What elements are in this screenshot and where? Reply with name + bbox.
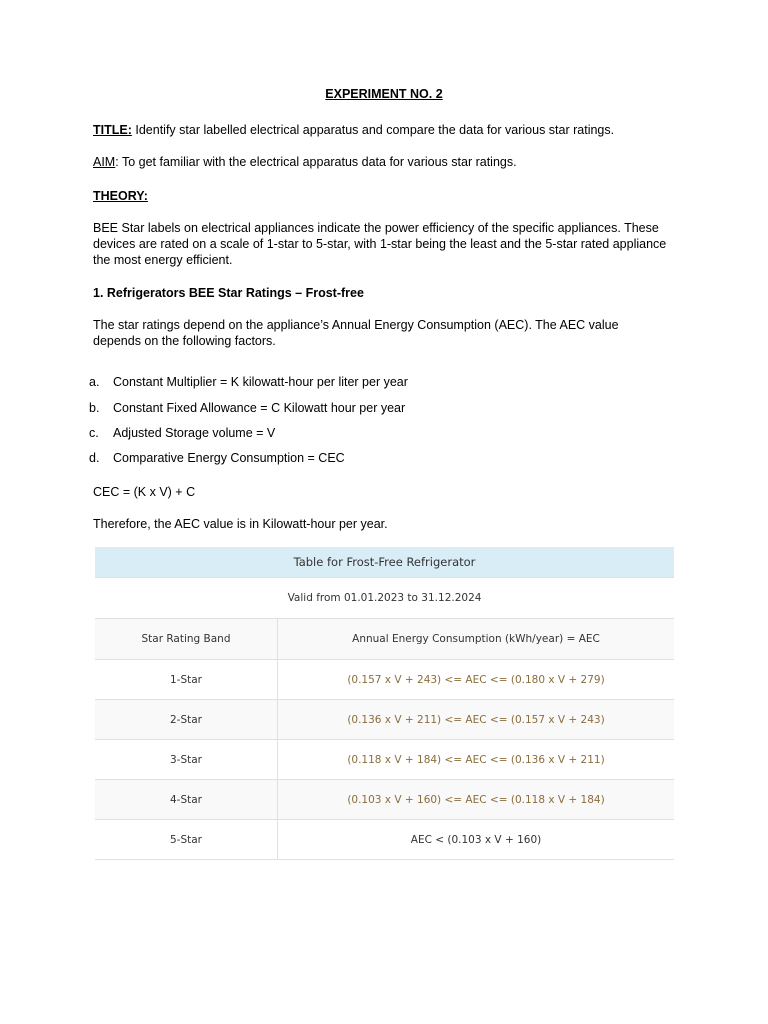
table-row: [95, 740, 674, 780]
aec-cell: (0.136 x V + 211) <= AEC <= (0.157 x V + 243): [278, 700, 675, 740]
section1-paragraph: The star ratings depend on the appliance’s Annual Energy Consumption (AEC). The AEC value depends on the following factors.: [93, 318, 619, 348]
aim-line: [93, 154, 517, 170]
list-item: c. Adjusted Storage volume = V: [89, 426, 276, 440]
band-cell: 4-Star: [95, 780, 278, 820]
list-item: b. Constant Fixed Allowance = C Kilowatt hour per year: [89, 401, 406, 415]
aim-label: AIM: [93, 155, 116, 169]
title-label: TITLE:: [93, 123, 132, 137]
experiment-title: EXPERIMENT NO. 2: [325, 87, 443, 101]
band-cell: 3-Star: [95, 740, 278, 780]
table-row: [95, 820, 674, 860]
cec-formula: CEC = (K x V) + C: [93, 485, 196, 499]
refrigerator-star-table: [95, 547, 674, 860]
column-header-aec: Annual Energy Consumption (kWh/year) = AEC: [278, 619, 675, 660]
aec-cell: (0.118 x V + 184) <= AEC <= (0.136 x V + 211): [278, 740, 675, 780]
table-caption: Table for Frost-Free Refrigerator: [95, 547, 674, 578]
title-line: [93, 122, 614, 138]
aec-cell: (0.157 x V + 243) <= AEC <= (0.180 x V + 279): [278, 660, 675, 700]
table-validity: Valid from 01.01.2023 to 31.12.2024: [95, 578, 674, 619]
section1-heading: 1. Refrigerators BEE Star Ratings – Frost-free: [93, 286, 364, 300]
conclusion-text: Therefore, the AEC value is in Kilowatt-hour per year.: [93, 517, 388, 531]
table-row: [95, 780, 674, 820]
aim-text: : To get familiar with the electrical apparatus data for various star ratings.: [115, 155, 517, 169]
list-item: a. Constant Multiplier = K kilowatt-hour per liter per year: [89, 375, 408, 389]
title-text: Identify star labelled electrical apparatus and compare the data for various star ratings.: [131, 123, 615, 137]
band-cell: 1-Star: [95, 660, 278, 700]
table-row: [95, 700, 674, 740]
list-item: d. Comparative Energy Consumption = CEC: [89, 451, 345, 465]
theory-paragraph: BEE Star labels on electrical appliances indicate the power efficiency of the specific appliances. These devices are rated on a scale of 1-star to 5-star, with 1-star being the least and the 5-star rated appliance the most energy efficient.: [93, 221, 667, 267]
column-header-band: Star Rating Band: [95, 619, 278, 660]
band-cell: 2-Star: [95, 700, 278, 740]
aec-cell: (0.103 x V + 160) <= AEC <= (0.118 x V + 184): [278, 780, 675, 820]
band-cell: 5-Star: [95, 820, 278, 860]
aec-cell: AEC < (0.103 x V + 160): [278, 820, 675, 860]
theory-heading: THEORY:: [93, 189, 148, 203]
table-row: [95, 660, 674, 700]
